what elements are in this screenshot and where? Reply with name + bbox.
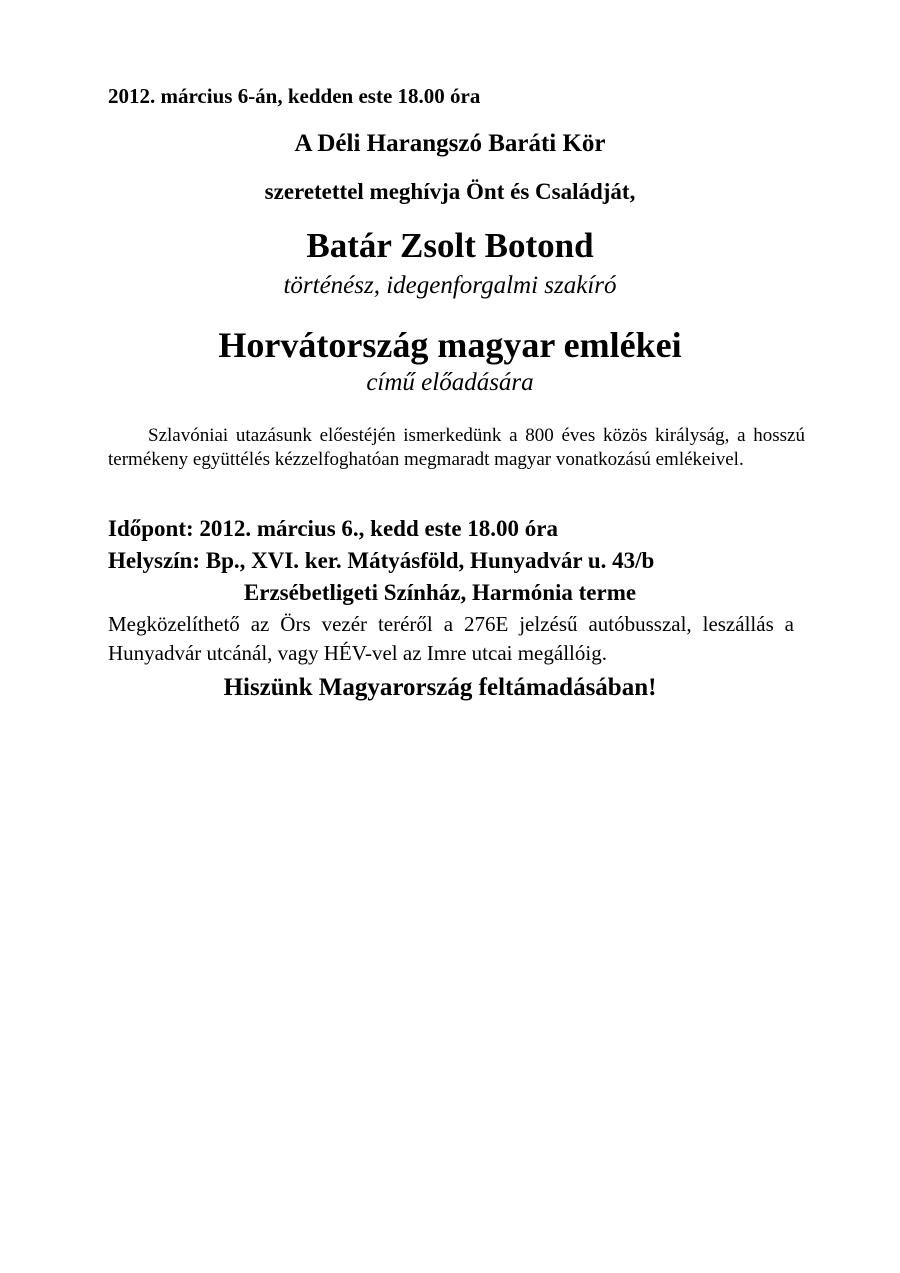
event-venue: Erzsébetligeti Színház, Harmónia terme [243, 580, 637, 605]
event-date-heading: 2012. március 6-án, kedden este 18.00 óra [108, 84, 481, 108]
closing-slogan: Hiszünk Magyarország feltámadásában! [223, 674, 657, 701]
event-place: Helyszín: Bp., XVI. ker. Mátyásföld, Hunyadvár u. 43/b [108, 548, 655, 573]
speaker-name: Batár Zsolt Botond [306, 226, 594, 265]
event-time: Időpont: 2012. március 6., kedd este 18.00 óra [108, 516, 559, 541]
lecture-title: Horvátország magyar emlékei [218, 325, 682, 365]
speaker-title: történész, idegenforgalmi szakíró [283, 272, 617, 299]
organizer-name: A Déli Harangszó Baráti Kör [294, 130, 606, 157]
lecture-description: Szlavóniai utazásunk előestéjén ismerkedünk a 800 éves közös királyság, a hosszú termékeny együttélés kézzelfoghatóan megmaradt magyar vonatkozású emlékeivel. [108, 425, 805, 470]
lecture-subtitle: című előadására [366, 369, 534, 396]
invitation-text: szeretettel meghívja Önt és Családját, [264, 179, 636, 204]
directions-text: Megközelíthető az Örs vezér teréről a 276E jelzésű autóbusszal, leszállás a Hunyadvár utcánál, vagy HÉV-vel az Imre utcai megállóig. [108, 612, 794, 665]
